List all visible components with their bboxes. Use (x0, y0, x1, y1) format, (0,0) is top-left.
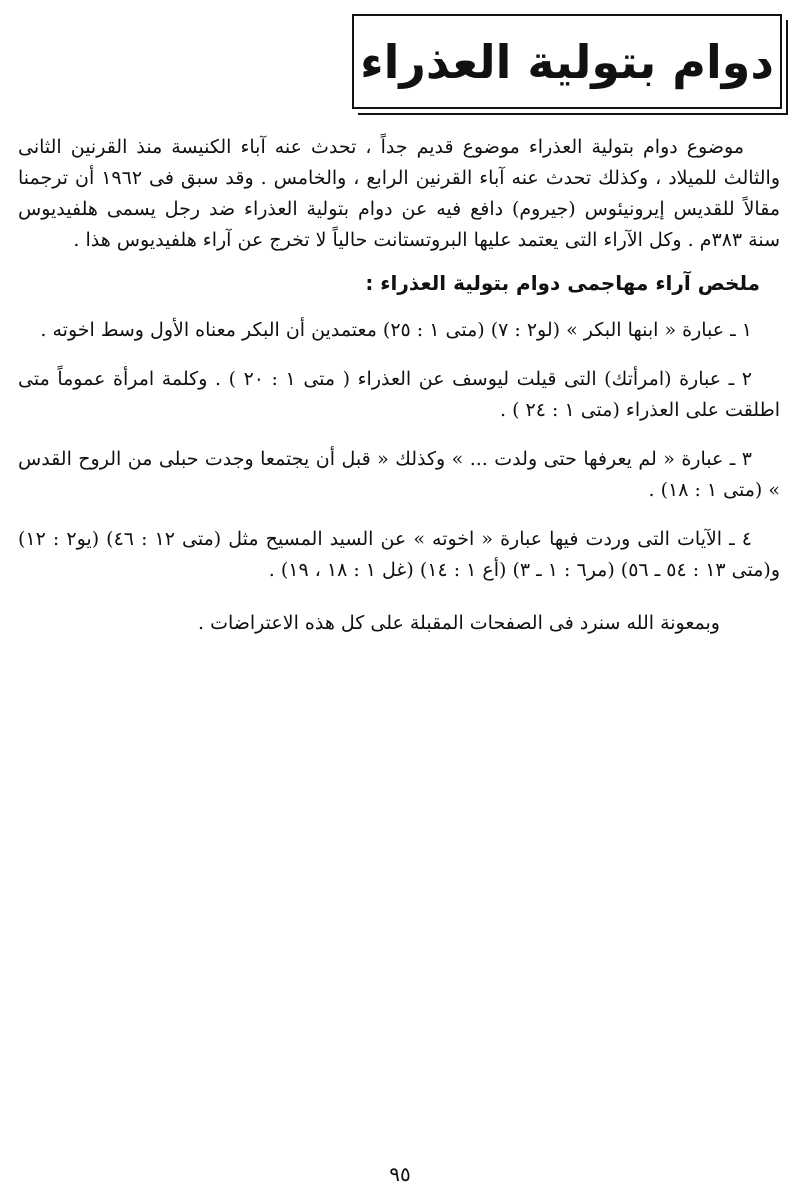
title-frame (352, 14, 782, 109)
list-item: ١ ـ عبارة « ابنها البكر » (لو٢ : ٧) (متى ١ : ٢٥) معتمدين أن البكر معناه الأول وسط اخوته . (40, 319, 752, 341)
page-title: دوام بتولية العذراء (360, 34, 774, 89)
list-item: ٤ ـ الآيات التى وردت فيها عبارة « اخوته » عن السيد المسيح مثل (متى ١٢ : ٤٦) (يو٢ : ١٢) و(متى ١٣ : ٥٤ ـ ٥٦) (مر٦ : ١ ـ ٣) (أع ١ : ١٤) (غل ١ : ١٨ ، ١٩) . (18, 528, 780, 581)
list-item: ٢ ـ عبارة (امرأتك) التى قيلت ليوسف عن العذراء ( متى ١ : ٢٠ ) . وكلمة امرأة عموماً متى اطلقت على العذراء (متى ١ : ٢٤ ) . (18, 368, 780, 421)
closing-paragraph: وبمعونة الله سنرد فى الصفحات المقبلة على كل هذه الاعتراضات . (198, 612, 720, 634)
intro-paragraph: موضوع دوام بتولية العذراء موضوع قديم جداً ، تحدث عنه آباء الكنيسة منذ القرنين الثانى والثالث للميلاد ، وكذلك تحدث عنه آباء القرنين الرابع ، والخامس . وقد سبق فى ١٩٦٢ أن ترجمنا مقالاً للقديس إيرونيئوس (جيروم) دافع فيه عن دوام بتولية العذراء ضد رجل يسمى هلفيديوس سنة ٣٨٣م . وكل الآراء التى يعتمد عليها البروتستانت حالياً لا تخرج عن آراء هلفيديوس هذا . (18, 136, 780, 251)
summary-heading: ملخص آراء مهاجمى دوام بتولية العذراء : (365, 271, 760, 295)
page-number: ٩٥ (389, 1162, 411, 1186)
objections-list (18, 315, 780, 586)
page-body (18, 132, 780, 639)
list-item: ٣ ـ عبارة « لم يعرفها حتى ولدت ... » وكذلك « قبل أن يجتمعا وجدت حبلى من الروح القدس » (متى ١ : ١٨) . (18, 448, 780, 501)
